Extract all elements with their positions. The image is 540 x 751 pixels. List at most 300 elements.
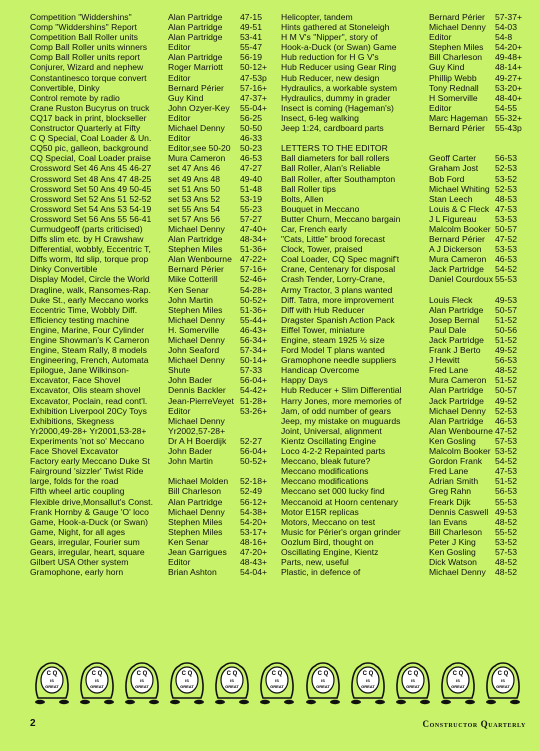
entry-reference: 50-56 <box>495 324 517 335</box>
logo-text: IS <box>275 678 280 683</box>
index-entry <box>30 446 275 456</box>
entry-reference: 50-52+ <box>240 294 267 305</box>
entry-reference: 48-43+ <box>240 557 267 568</box>
entry-author: Michael Denny <box>429 22 486 33</box>
index-entry <box>30 305 275 315</box>
entry-reference <box>240 416 275 426</box>
index-entry <box>30 547 275 557</box>
index-entry <box>30 416 275 426</box>
entry-title: Helicopter, tandem <box>281 12 353 22</box>
entry-title: H M V's "Nipper", story of <box>281 32 378 43</box>
entry-reference: 48-14+ <box>495 62 522 73</box>
entry-reference: 52-53 <box>495 163 517 174</box>
entry-reference: 55-47 <box>240 42 262 53</box>
entry-author: Michael Molden <box>168 476 229 487</box>
entry-author: John Martin <box>168 294 213 305</box>
entry-author: Editor <box>168 405 191 416</box>
entry-title: Hub Reducer using Gear Ring <box>281 62 397 73</box>
entry-author: Alan Wenbourne <box>168 254 232 265</box>
page-number: 2 <box>30 718 36 729</box>
index-entry <box>281 305 535 315</box>
entry-reference: 52-53 <box>495 183 517 194</box>
entry-reference: 53-53 <box>495 244 517 255</box>
footer-title: Constructor Quarterly <box>422 719 526 729</box>
entry-author: Stephen Miles <box>168 516 223 527</box>
index-entry <box>281 537 535 547</box>
entry-reference: 52-53 <box>495 405 517 416</box>
entry-author: Greg Rahn <box>429 486 472 497</box>
entry-author: Jack Partridge <box>429 395 484 406</box>
entry-author: Ken Senar <box>168 536 209 547</box>
entry-author: Michael Whiting <box>429 183 490 194</box>
cq-is-great-logo <box>301 658 345 706</box>
index-entry <box>281 396 535 406</box>
entry-reference: 51-36+ <box>240 304 267 315</box>
index-entry <box>281 285 535 295</box>
logo-text: IS <box>185 678 190 683</box>
entry-title: Excavator, Poclain, read cont'l. <box>30 395 148 406</box>
entry-reference: 48-40+ <box>495 92 522 103</box>
entry-title: Epilogue, Jane Wilkinson- <box>30 365 129 376</box>
entry-title: Curmudgeoff (parts criticised) <box>30 223 143 234</box>
entry-author: Michael Denny <box>168 335 225 345</box>
logo-text: C Q <box>362 671 373 677</box>
entry-reference: 54-42+ <box>240 385 267 396</box>
entry-title: Convertible, Dinky <box>30 82 100 93</box>
index-entry <box>281 264 535 274</box>
entry-title: Hydraulics, a workable system <box>281 82 398 93</box>
index-entry <box>281 436 535 446</box>
entry-author: Editor <box>168 557 191 568</box>
index-entry <box>281 12 535 22</box>
entry-author: Alan Partridge <box>168 52 223 63</box>
entry-reference: 46-53 <box>495 415 517 426</box>
entry-title: Factory early Meccano Duke St <box>30 456 150 467</box>
index-entry <box>281 123 535 133</box>
entry-author: Dennis Backler <box>168 385 226 396</box>
entry-reference <box>240 466 275 476</box>
entry-title: Gramophone needle suppliers <box>281 355 397 366</box>
entry-reference: 53-20+ <box>495 82 522 93</box>
entry-author: Michael Denny <box>429 405 486 416</box>
entry-title: Hub Reducer + Slim Differential <box>281 385 402 396</box>
entry-reference: 53-53 <box>495 213 517 224</box>
index-entry <box>281 406 535 416</box>
entry-author: Tony Rednall <box>429 82 479 93</box>
entry-author: Alan Partridge <box>168 12 223 22</box>
entry-reference: 49-52 <box>495 395 517 406</box>
index-entry <box>281 214 535 224</box>
index-entry <box>30 153 275 163</box>
entry-author: Dick Watson <box>429 557 477 568</box>
index-entry <box>281 113 535 123</box>
entry-title: Jeep 1:24, cardboard parts <box>281 123 384 134</box>
entry-author: Editor <box>429 32 452 43</box>
entry-author: Ken Senar <box>168 284 209 295</box>
entry-reference: 50-23 <box>240 143 262 154</box>
index-entry <box>30 42 275 52</box>
entry-reference <box>495 143 535 153</box>
index-entry <box>281 254 535 264</box>
entry-title: Crash Tender, Lorry-Crane, <box>281 274 385 285</box>
entry-author: Michael Denny <box>168 415 225 426</box>
entry-title: Diff with Hub Reducer <box>281 304 365 315</box>
entry-reference: 55-04+ <box>240 102 267 113</box>
entry-author: Bob Ford <box>429 173 465 184</box>
entry-reference: 47-53p <box>240 72 267 83</box>
index-entry <box>30 285 275 295</box>
entry-author: Michael Denny <box>168 223 225 234</box>
logo-text: GREAT <box>450 684 465 689</box>
entry-reference: 50-12+ <box>240 62 267 73</box>
entry-title: Gears, irregular, heart, square <box>30 546 145 557</box>
logo-text: C Q <box>91 671 103 677</box>
entry-author <box>429 143 495 153</box>
entry-reference: 48-52 <box>495 567 517 578</box>
entry-title: Crossword Set 56 Ans 55 56-41 <box>30 213 152 224</box>
cq-is-great-logo <box>436 658 480 706</box>
entry-title: Eiffel Tower, miniature <box>281 324 365 335</box>
logo-text: C Q <box>452 671 464 677</box>
logo-text: IS <box>140 678 145 683</box>
index-entry <box>281 153 535 163</box>
index-column-right <box>281 12 535 577</box>
index-entry <box>281 184 535 194</box>
entry-reference: 51-52 <box>495 314 517 325</box>
index-entry <box>281 466 535 476</box>
entry-title: Ball Roller, Alan's Reliable <box>281 163 381 174</box>
entry-title: Coal Loader, CQ Spec magnif't <box>281 254 400 265</box>
entry-reference: 46-53 <box>240 153 262 164</box>
index-entry <box>30 103 275 113</box>
entry-title: Loco 4-2-2 Repainted parts <box>281 446 386 457</box>
index-entry <box>30 456 275 466</box>
entry-author: Ian Evans <box>429 516 468 527</box>
entry-title: CQ17 back in print, blockseller <box>30 112 147 123</box>
logo-text: IS <box>501 678 505 683</box>
entry-title: Frank Hornby & Gauge 'O' loco <box>30 506 149 517</box>
index-entry <box>30 62 275 72</box>
index-entry <box>30 325 275 335</box>
entry-author: Editor <box>429 102 452 113</box>
entry-author: H Somerville <box>429 92 478 103</box>
index-entry <box>281 224 535 234</box>
entry-author: Michael Denny <box>168 506 225 517</box>
logo-text: C Q <box>317 671 328 677</box>
entry-reference: 51-52 <box>495 476 517 487</box>
index-entry <box>30 234 275 244</box>
entry-reference: 55-43p <box>495 123 522 134</box>
logo-text: IS <box>230 678 235 683</box>
entry-reference: 51-28+ <box>240 395 267 406</box>
entry-reference: 56-53 <box>495 153 517 164</box>
entry-title: Engine Showman's K Cameron <box>30 335 150 345</box>
logo-text: GREAT <box>45 684 59 689</box>
index-entry <box>281 527 535 537</box>
index-entry <box>281 174 535 184</box>
index-entry <box>30 163 275 173</box>
entry-author: Editor <box>168 72 191 83</box>
entry-title: Gilbert USA Other system <box>30 557 129 568</box>
entry-author: Alan Partridge <box>168 22 223 33</box>
entry-title: Flexible drive,Monsallut's Const. <box>30 496 153 507</box>
entry-reference: 48-16+ <box>240 536 267 547</box>
entry-title: Jam, of odd number of gears <box>281 405 391 416</box>
entry-reference: 56-12+ <box>240 496 267 507</box>
index-entry <box>281 32 535 42</box>
index-entry <box>281 315 535 325</box>
entry-title: Hub Reducer, new design <box>281 72 380 83</box>
index-entry <box>30 527 275 537</box>
entry-author: Stephen Miles <box>168 244 223 255</box>
entry-author: Josep Bernal <box>429 314 480 325</box>
entry-author: Jean-PierreVeyet <box>168 395 234 406</box>
index-entry <box>30 476 275 486</box>
entry-author: Louis Fleck <box>429 294 473 305</box>
entry-reference: 57-33 <box>240 365 262 376</box>
entry-title: Exhibitions, Skegness <box>30 415 115 426</box>
index-entry <box>281 355 535 365</box>
logo-text: IS <box>50 678 54 683</box>
index-entry <box>30 436 275 446</box>
entry-reference: 51-52 <box>495 375 517 386</box>
entry-author: Michael Denny <box>168 123 225 134</box>
entry-title: Comp "Widdershins" Report <box>30 22 137 33</box>
index-entry <box>30 466 275 476</box>
entry-title: Experiments 'not so' Meccano <box>30 435 145 446</box>
entry-reference: 54-55 <box>495 102 517 113</box>
entry-title: Meccanoid at Hoorn centenary <box>281 496 399 507</box>
entry-title: Engine, Steam Rally, 8 models <box>30 345 147 356</box>
index-entry <box>281 42 535 52</box>
index-entry <box>281 194 535 204</box>
entry-author: Marc Hageman <box>429 112 488 123</box>
index-entry <box>281 133 535 143</box>
entry-author: Bernard Périer <box>168 82 224 93</box>
entry-reference: 56-19 <box>240 52 262 63</box>
entry-author: J L Figureau <box>429 213 477 224</box>
logo-text: C Q <box>136 671 148 677</box>
entry-title: Joint, Universal, alignment <box>281 425 382 436</box>
entry-author: Stephen Miles <box>429 42 484 53</box>
entry-reference: 53-52 <box>495 446 517 457</box>
entry-reference: 55-23 <box>240 203 262 214</box>
entry-author: Phillip Webb <box>429 72 477 83</box>
entry-title: Crossword Set 54 Ans 53 54-19 <box>30 203 152 214</box>
logo-text: C Q <box>46 671 58 677</box>
entry-title: Oozlum Bird, thought on <box>281 536 374 547</box>
entry-author: Mike Cotterill <box>168 274 218 285</box>
entry-title: Engine, steam 1925 ½ size <box>281 335 385 345</box>
index-entry <box>30 143 275 153</box>
entry-title: Diffs slim etc. by H Crawshaw <box>30 234 144 245</box>
index-entry <box>30 567 275 577</box>
logo-text: C Q <box>227 671 238 677</box>
index-entry <box>281 52 535 62</box>
entry-reference: 49-53 <box>495 294 517 305</box>
entry-title: Crossword Set 46 Ans 45 46-27 <box>30 163 152 174</box>
entry-title: Constructor Quarterly at Fifty <box>30 123 141 134</box>
index-entry <box>30 345 275 355</box>
index-entry <box>30 497 275 507</box>
entry-title: Hub reduction for H G V's <box>281 52 379 63</box>
entry-author: Alan Partridge <box>168 32 223 43</box>
entry-reference: 50-57 <box>495 223 517 234</box>
entry-reference: 54-03 <box>495 22 517 33</box>
entry-title: Ford Model T plans wanted <box>281 345 385 356</box>
entry-title: Music for Périer's organ grinder <box>281 526 401 537</box>
entry-title: Diffs worm, ltd slip, torque prop <box>30 254 149 265</box>
entry-title: Insect, 6-leg walking <box>281 112 359 123</box>
entry-author: Bill Charleson <box>429 52 483 63</box>
entry-reference: 47-53 <box>495 203 517 214</box>
entry-reference: 47-15 <box>240 12 262 22</box>
index-entry <box>281 547 535 557</box>
index-entry <box>281 73 535 83</box>
entry-author <box>429 285 495 295</box>
entry-title: Engineering, French, Automata <box>30 355 149 366</box>
entry-author: A J Dickerson <box>429 244 482 255</box>
entry-author: Dennis Caswell <box>429 506 489 517</box>
entry-author: Alan Partridge <box>429 385 484 396</box>
index-entry <box>281 375 535 385</box>
entry-reference: 56-04+ <box>240 375 267 386</box>
entry-author: Stephen Miles <box>168 526 223 537</box>
index-entry <box>30 335 275 345</box>
index-entry <box>30 93 275 103</box>
entry-title: Motor E15R replicas <box>281 506 359 517</box>
entry-author: Editor <box>168 112 191 123</box>
index-entry <box>30 537 275 547</box>
entry-reference: 49-40 <box>240 173 262 184</box>
logo-text: GREAT <box>180 684 195 689</box>
entry-reference: 49-27+ <box>495 72 522 83</box>
cq-is-great-logo <box>165 658 209 706</box>
logo-text: C Q <box>407 671 419 677</box>
entry-title: Crossword Set 50 Ans 49 50-45 <box>30 183 152 194</box>
entry-author: Daniel Courdoux <box>429 274 494 285</box>
entry-author: Louis & C Fleck <box>429 203 490 214</box>
entry-title: "Cats, Little" brood forecast <box>281 234 386 245</box>
entry-title: Meccano modifications <box>281 466 369 477</box>
entry-reference: 49-53 <box>495 506 517 517</box>
entry-reference: 55-53 <box>495 496 517 507</box>
cq-is-great-logo <box>210 658 254 706</box>
entry-author: set 51 Ans 50 <box>168 183 221 194</box>
entry-title: Meccano modifications <box>281 476 369 487</box>
entry-author: Stephen Miles <box>168 304 223 315</box>
entry-author: Guy Kind <box>168 92 204 103</box>
entry-author: Guy Kind <box>429 62 465 73</box>
entry-reference: 57-34+ <box>240 345 267 356</box>
index-entry <box>281 557 535 567</box>
cq-is-great-logo-strip <box>30 652 525 712</box>
index-entry <box>30 426 275 436</box>
entry-author: Gordon Frank <box>429 456 483 467</box>
entry-title: Excavator, Face Shovel <box>30 375 121 386</box>
entry-reference <box>495 285 535 295</box>
entry-reference: 48-52 <box>495 557 517 568</box>
entry-title: Diff. Tatra, more improvement <box>281 294 394 305</box>
index-entry <box>281 567 535 577</box>
index-entry <box>30 244 275 254</box>
entry-reference: 54-8 <box>495 32 513 43</box>
entry-reference: 56-53 <box>495 486 517 497</box>
entry-reference: 52-46+ <box>240 274 267 285</box>
logo-text: IS <box>95 678 99 683</box>
index-entry <box>281 446 535 456</box>
entry-author: Stan Leech <box>429 193 473 204</box>
index-entry <box>281 163 535 173</box>
entry-author: Editor,see 50-20 <box>168 143 231 154</box>
entry-title: large, folds for the road <box>30 476 119 487</box>
entry-title <box>281 133 429 143</box>
entry-title: Crane Ruston Bucyrus on truck <box>30 102 150 113</box>
logo-text: C Q <box>272 671 283 677</box>
entry-author: John Seaford <box>168 345 220 356</box>
entry-title: Parts, new, useful <box>281 557 349 568</box>
entry-reference: 54-52 <box>495 264 517 275</box>
entry-author: Michael Denny <box>429 567 486 578</box>
index-entry <box>30 264 275 274</box>
index-entry <box>30 355 275 365</box>
entry-author: Bernard Périer <box>429 12 485 22</box>
entry-reference: 52-18+ <box>240 476 267 487</box>
entry-author <box>429 133 495 143</box>
entry-author: H. Somerville <box>168 324 220 335</box>
entry-reference: 53-52 <box>495 536 517 547</box>
entry-reference: 48-34+ <box>240 234 267 245</box>
entry-title: Control remote by radio <box>30 92 120 103</box>
cq-is-great-logo <box>391 658 435 706</box>
index-entry <box>30 385 275 395</box>
entry-title: Gramophone, early horn <box>30 567 124 578</box>
index-entry <box>30 174 275 184</box>
index-entry <box>30 12 275 22</box>
entry-author: Brian Ashton <box>168 567 217 578</box>
index-entry <box>30 83 275 93</box>
logo-text: GREAT <box>135 684 150 689</box>
entry-author: J Hewitt <box>429 355 460 366</box>
entry-reference: 52-49 <box>240 486 262 497</box>
entry-title: Duke St., early Meccano works <box>30 294 149 305</box>
index-entry <box>281 103 535 113</box>
entry-reference: 48-53 <box>495 193 517 204</box>
entry-reference: 56-25 <box>240 112 262 123</box>
entry-reference: 53-17+ <box>240 526 267 537</box>
index-entry <box>281 456 535 466</box>
logo-text: GREAT <box>270 684 285 689</box>
entry-title: Differential, wobbly, Eccentric T, <box>30 244 151 255</box>
entry-title: CQ50 pic, galleon, background <box>30 143 149 154</box>
entry-title: Game, Night, for all ages <box>30 526 126 537</box>
index-entry <box>30 254 275 264</box>
entry-reference: 53-52 <box>495 173 517 184</box>
index-entry <box>30 375 275 385</box>
entry-title: Comp Ball Roller units report <box>30 52 140 63</box>
index-entry <box>30 486 275 496</box>
cq-is-great-logo <box>120 658 164 706</box>
entry-reference <box>495 133 535 143</box>
entry-author: Mura Cameron <box>168 153 226 164</box>
entry-title: Bouquet in Meccano <box>281 203 360 214</box>
entry-author: John Bader <box>168 375 212 386</box>
index-entry <box>281 93 535 103</box>
entry-title: Handicap Overcome <box>281 365 360 376</box>
index-entry <box>281 244 535 254</box>
entry-title: Clock, Tower, praised <box>281 244 363 255</box>
entry-reference: 48-52 <box>495 516 517 527</box>
